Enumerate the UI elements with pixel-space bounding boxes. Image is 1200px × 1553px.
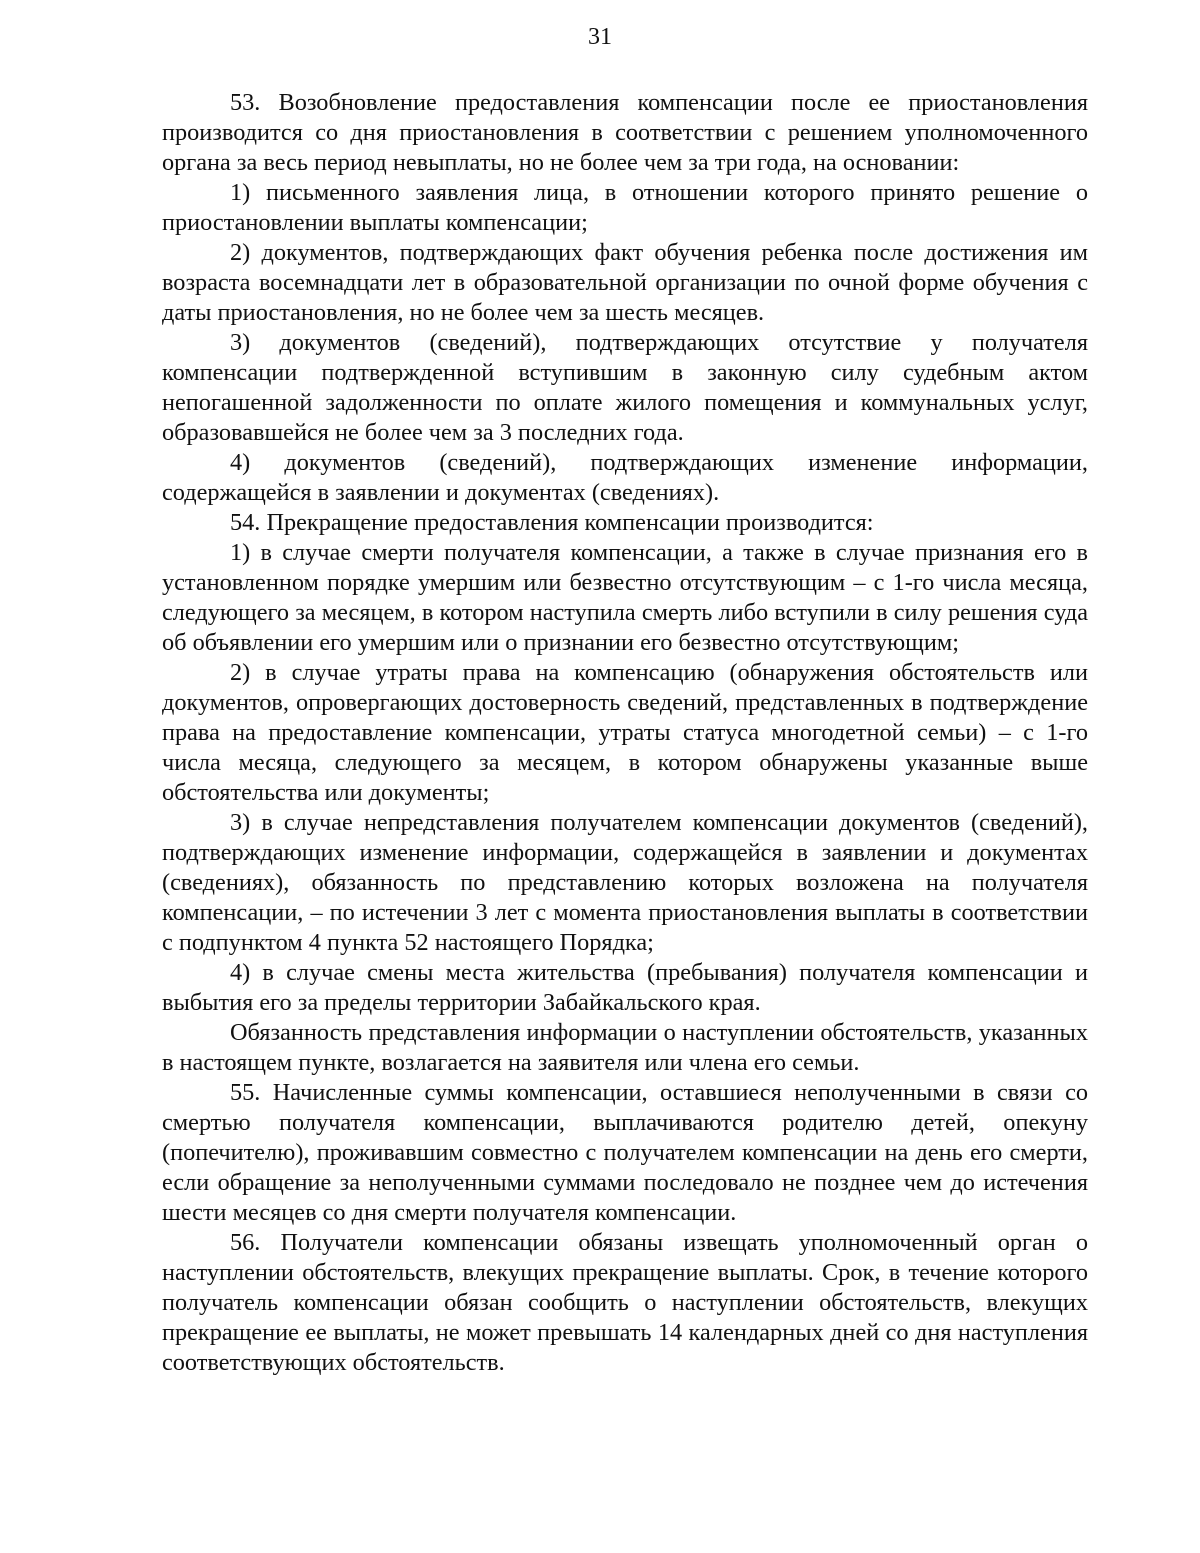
paragraph-54-item-1: 1) в случае смерти получателя компенсации, а также в случае признания его в установленном порядке умершим или безвестно отсутствующим – с 1-го числа месяца, следующего за месяцем, в котором наступила смерть либо вступили в силу решения суда об объявлении его умершим или о признании его безвестно отсутствующим; <box>162 539 1088 656</box>
paragraph-54-note: Обязанность представления информации о наступлении обстоятельств, указанных в настоящем пункте, возлагается на заявителя или члена его семьи. <box>162 1019 1088 1076</box>
paragraph-53-item-1: 1) письменного заявления лица, в отношении которого принято решение о приостановлении выплаты компенсации; <box>162 179 1088 236</box>
paragraph-54-item-3: 3) в случае непредставления получателем компенсации документов (сведений), подтверждающих изменение информации, содержащейся в заявлении и документах (сведениях), обязанность по представлению которых возложена на получателя компенсации, – по истечении 3 лет с момента приостановления выплаты в соответствии с подпунктом 4 пункта 52 настоящего Порядка; <box>162 809 1088 956</box>
paragraph-55: 55. Начисленные суммы компенсации, оставшиеся неполученными в связи со смертью получателя компенсации, выплачиваются родителю детей, опекуну (попечителю), проживавшим совместно с получателем компенсации на день его смерти, если обращение за неполученными суммами последовало не позднее чем до истечения шести месяцев со дня смерти получателя компенсации. <box>162 1079 1088 1226</box>
paragraph-53-item-2: 2) документов, подтверждающих факт обучения ребенка после достижения им возраста восемнадцати лет в образовательной организации по очной форме обучения с даты приостановления, но не более чем за шесть месяцев. <box>162 239 1088 326</box>
paragraph-53-item-4: 4) документов (сведений), подтверждающих изменение информации, содержащейся в заявлении и документах (сведениях). <box>162 449 1088 506</box>
paragraph-56: 56. Получатели компенсации обязаны извещать уполномоченный орган о наступлении обстоятельств, влекущих прекращение выплаты. Срок, в течение которого получатель компенсации обязан сообщить о наступлении обстоятельств, влекущих прекращение ее выплаты, не может превышать 14 календарных дней со дня наступления соответствующих обстоятельств. <box>162 1229 1088 1376</box>
paragraph-53-item-3: 3) документов (сведений), подтверждающих отсутствие у получателя компенсации подтвержденной вступившим в законную силу судебным актом непогашенной задолженности по оплате жилого помещения и коммунальных услуг, образовавшейся не более чем за 3 последних года. <box>162 329 1088 446</box>
paragraph-53: 53. Возобновление предоставления компенсации после ее приостановления производится со дня приостановления в соответствии с решением уполномоченного органа за весь период невыплаты, но не более чем за три года, на основании: <box>162 89 1088 176</box>
paragraph-54-item-4: 4) в случае смены места жительства (пребывания) получателя компенсации и выбытия его за пределы территории Забайкальского края. <box>162 959 1088 1016</box>
document-body <box>162 88 1088 1378</box>
page-number: 31 <box>588 24 612 50</box>
paragraph-54-item-2: 2) в случае утраты права на компенсацию (обнаружения обстоятельств или документов, опровергающих достоверность сведений, представленных в подтверждение права на предоставление компенсации, утраты статуса многодетной семьи) – с 1-го числа месяца, следующего за месяцем, в котором обнаружены указанные выше обстоятельства или документы; <box>162 659 1088 806</box>
paragraph-54: 54. Прекращение предоставления компенсации производится: <box>230 509 874 536</box>
